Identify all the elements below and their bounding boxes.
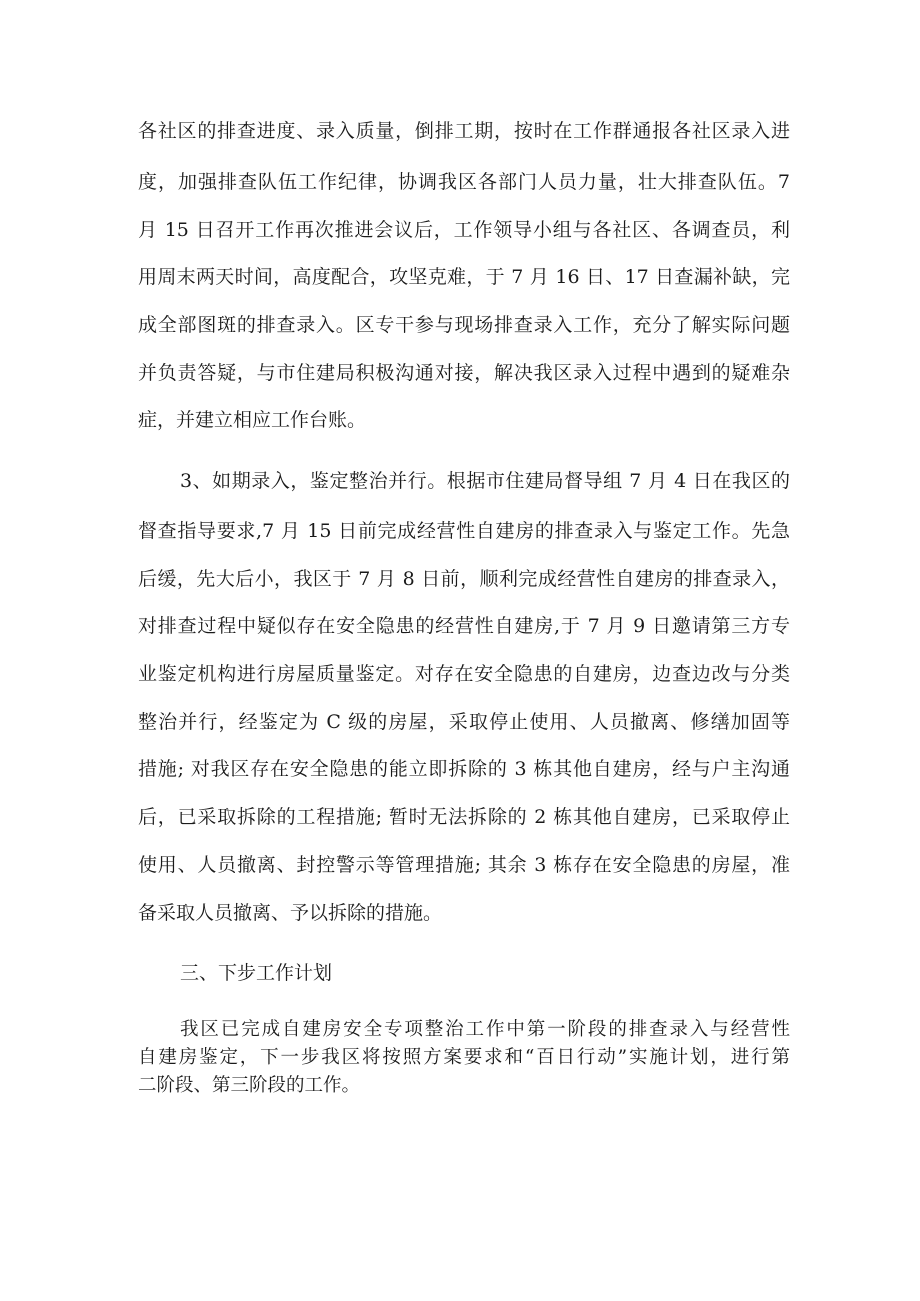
text-line: 二阶段、第三阶段的工作。 (138, 1075, 361, 1096)
text-line: 整治并行，经鉴定为 C 级的房屋，采取停止使用、人员撤离、修缮加固等 (138, 711, 790, 733)
text-line: 用周末两天时间，高度配合，攻坚克难，于 7 月 16 日、17 日查漏补缺，完 (138, 266, 790, 288)
text-line: 症，并建立相应工作台账。 (138, 409, 367, 431)
text-line: 我区已完成自建房安全专项整治工作中第一阶段的排查录入与经营性 (180, 1019, 790, 1040)
section-heading: 三、下步工作计划 (180, 962, 333, 984)
text-line: 度，加强排查队伍工作纪律，协调我区各部门人员力量，壮大排查队伍。7 (138, 171, 790, 193)
text-line: 并负责答疑，与市住建局积极沟通对接，解决我区录入过程中遇到的疑难杂 (138, 362, 790, 384)
text-line: 督查指导要求,7 月 15 日前完成经营性自建房的排查录入与鉴定工作。先急 (138, 520, 790, 542)
text-line: 业鉴定机构进行房屋质量鉴定。对存在安全隐患的自建房，边查边改与分类 (138, 663, 790, 685)
text-line: 自建房鉴定，下一步我区将按照方案要求和“百日行动”实施计划，进行第 (138, 1047, 790, 1068)
text-line: 各社区的排查进度、录入质量，倒排工期，按时在工作群通报各社区录入进 (138, 120, 790, 142)
text-line: 使用、人员撤离、封控警示等管理措施; 其余 3 栋存在安全隐患的房屋，准 (138, 854, 790, 876)
text-line: 成全部图斑的排查录入。区专干参与现场排查录入工作，充分了解实际问题 (138, 314, 790, 336)
text-line: 月 15 日召开工作再次推进会议后，工作领导小组与各社区、各调查员，利 (138, 219, 790, 241)
text-line: 3、如期录入，鉴定整治并行。根据市住建局督导组 7 月 4 日在我区的 (180, 470, 790, 492)
text-line: 备采取人员撤离、予以拆除的措施。 (138, 902, 443, 924)
text-line: 后，已采取拆除的工程措施; 暂时无法拆除的 2 栋其他自建房，已采取停止 (138, 806, 790, 828)
text-line: 对排查过程中疑似存在安全隐患的经营性自建房,于 7 月 9 日邀请第三方专 (138, 615, 790, 637)
text-line: 后缓，先大后小，我区于 7 月 8 日前，顺利完成经营性自建房的排查录入， (138, 568, 790, 590)
text-line: 措施; 对我区存在安全隐患的能立即拆除的 3 栋其他自建房，经与户主沟通 (138, 758, 790, 780)
